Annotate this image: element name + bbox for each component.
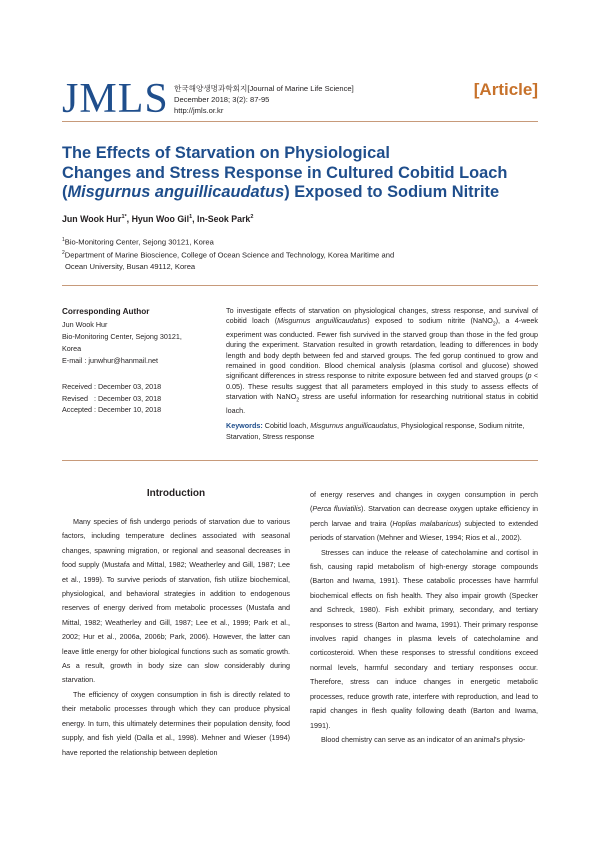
affiliation-text: Bio-Monitoring Center, Sejong 30121, Korea (64, 237, 214, 247)
paragraph: Many species of fish undergo periods of starvation due to various factors, including temperature declines associated with seasonal changes, spawning migration, or regional and seasonal decreases in food supply (Mustafa and Mittal, 1982; Weatherley and Gill, 1987; Lee et al., 1999). To survive periods of starvation, fish utilize biochemical, physiological, and behavioral strategies in addition to endogenous reserves of energy derived from metabolic processes (Mustafa and Mittal, 1982; Weatherley and Gill, 1987; Lee et al., 1999; Park et al., 2002; Hur et al., 2006a, 2006b; Park, 2006). However, the latter can leave little energy for other biological functions such as somatic growth. As a result, growth in body size can slow considerably during starvation. (62, 517, 290, 685)
paragraph-text: ) subjected to extended periods of starvation (Mehner and Wieser, 1994; Rios et al., 2002). (310, 518, 538, 543)
abstract-sub: 2 (492, 321, 496, 328)
affiliations (62, 235, 394, 273)
corresponding-line: Jun Wook Hur (62, 320, 108, 329)
corresponding-email[interactable]: E-mail : junwhur@hanmail.net (62, 356, 158, 365)
abstract-species: Misgurnus anguillicaudatus (277, 316, 368, 326)
journal-logo: JMLS (62, 76, 169, 122)
title-line-3-rest: ) Exposed to Sodium Nitrite (284, 183, 500, 202)
dates (62, 381, 161, 416)
right-column (310, 488, 538, 747)
affiliation (62, 248, 394, 261)
abstract-text: stress are useful information for researching nutritional status in cobitid loach. (226, 391, 539, 415)
title-species: Misgurnus anguillicaudatus (67, 183, 285, 202)
author-sup: 2 (250, 214, 254, 221)
paragraph: The efficiency of oxygen consumption in fish is directly related to their metabolic processes through which they can produce physical energy. In turn, this ultimately determines their population density, food supply, and fish yield (Dalla et al., 1998). Mehner and Wieser (1994) have reported the relationship between depletion (62, 689, 290, 757)
journal-info (174, 83, 354, 116)
abstract-italic: p (527, 371, 532, 381)
affiliation (62, 261, 394, 273)
author-name: Jun Wook Hur (62, 214, 122, 224)
title-paren: ( (62, 183, 68, 202)
keywords-text: , Physiological response, Sodium nitrite, Starvation, Stress response (226, 421, 525, 441)
header-divider (62, 121, 538, 122)
keywords-species: Misgurnus anguillicaudatus (310, 421, 397, 430)
abstract-text: < 0.05). These results suggest that all parameters employed in this study to assess effects of starvation with NaNO (226, 371, 538, 401)
abstract (226, 306, 538, 416)
abstract-text: ) exposed to sodium nitrite (NaNO (367, 316, 493, 326)
paper-title (62, 144, 542, 203)
section-heading-introduction: Introduction (146, 488, 206, 499)
abstract-divider (62, 460, 538, 461)
title-divider (62, 285, 538, 286)
keywords (226, 421, 538, 442)
species-name: Hoplias malabaricus (392, 518, 459, 528)
accepted-date: Accepted : December 10, 2018 (62, 405, 162, 414)
paragraph: Stresses can induce the release of catecholamine and cortisol in fish, causing rapid metabolism of high-energy storage compounds (Barton and Iwama, 1991). These catabolic processes have harmful biochemical effects on fish health. They also impair growth (Specker and Schreck, 1980). Fish exhibit primary, secondary, and tertiary responses to stress (Barton and Iwama, 1991). Their primary response involves rapid changes in plasma levels of catecholamine and corticosteroid. When these responses to stressful conditions exceed normal levels, harmful secondary and tertiary responses occur. Therefore, stress can induce changes in energetic metabolic processes, reduce growth rate, interfere with reproduction, and lead to rapid changes in flesh quality following death (Barton and Iwama, 1991). (310, 547, 538, 730)
paragraph: Blood chemistry can serve as an indicator of an animal's physio- (321, 734, 526, 744)
author-name: Hyun Woo Gil (131, 214, 190, 224)
corresponding-heading: Corresponding Author (62, 307, 150, 316)
journal-name: 한국해양생명과학회지[Journal of Marine Life Science] (174, 84, 354, 93)
title-line-1: The Effects of Starvation on Physiological (62, 144, 390, 162)
affiliation-text: Ocean University, Busan 49112, Korea (65, 262, 196, 272)
left-column (62, 515, 290, 760)
affiliation-sup: 2 (62, 250, 65, 257)
title-line-2: Changes and Stress Response in Cultured Cobitid Loach (62, 163, 508, 182)
journal-url[interactable]: http://jmls.or.kr (174, 106, 224, 115)
article-type-label: [Article] (473, 80, 538, 99)
paragraph-text: ). Starvation can decrease oxygen uptake efficiency in perch larvae and traira ( (310, 504, 538, 528)
title-line-3 (62, 183, 542, 203)
author-list: Jun Wook Hur$^{1*}$, Hyun Woo Gil$^1$, In-Seok Park$^2$ (62, 214, 254, 224)
species-name: Perca fluviatilis (312, 504, 362, 514)
affiliation-text: Department of Marine Bioscience, College of Ocean Science and Technology, Korea Maritime and (64, 250, 395, 260)
abstract-text: ), a 4-week experiment was conducted. Fewer fish survived in the starved group than those in the fed group during the experiment. Starvation resulted in growth retardation, leading to differences in body length and body depth between fed and starved groups. The fed gorup continued to grow and remained in good condition. Blood chemical analysis (plasma cortisol and glucose) showed significant differences in stress response to nitrite exposure between fed and starved groups ( (226, 316, 538, 381)
author-sup: 1 (189, 214, 193, 221)
affiliation (62, 235, 394, 248)
author-sup: 1* (121, 214, 127, 221)
paragraph (310, 488, 538, 546)
affiliation-sup: 1 (62, 237, 65, 243)
keywords-label: Keywords: (226, 421, 263, 430)
paragraph-text: of energy reserves and changes in oxygen consumption in perch ( (310, 490, 538, 514)
abstract-sub: 2 (296, 397, 300, 404)
author-name: In-Seok Park (197, 214, 251, 224)
corresponding-author (62, 306, 222, 367)
keywords-text: Cobitid loach, (262, 421, 311, 430)
received-date: Received : December 03, 2018 (62, 382, 162, 391)
corresponding-line: Korea (62, 344, 82, 353)
journal-issue: December 2018; 3(2): 87-95 (174, 95, 270, 104)
abstract-text: To investigate effects of starvation on physiological changes, stress response, and survival of cobitid loach ( (226, 306, 538, 326)
corresponding-line: Bio-Monitoring Center, Sejong 30121, (62, 332, 182, 341)
revised-date: Revised : December 03, 2018 (62, 393, 162, 403)
